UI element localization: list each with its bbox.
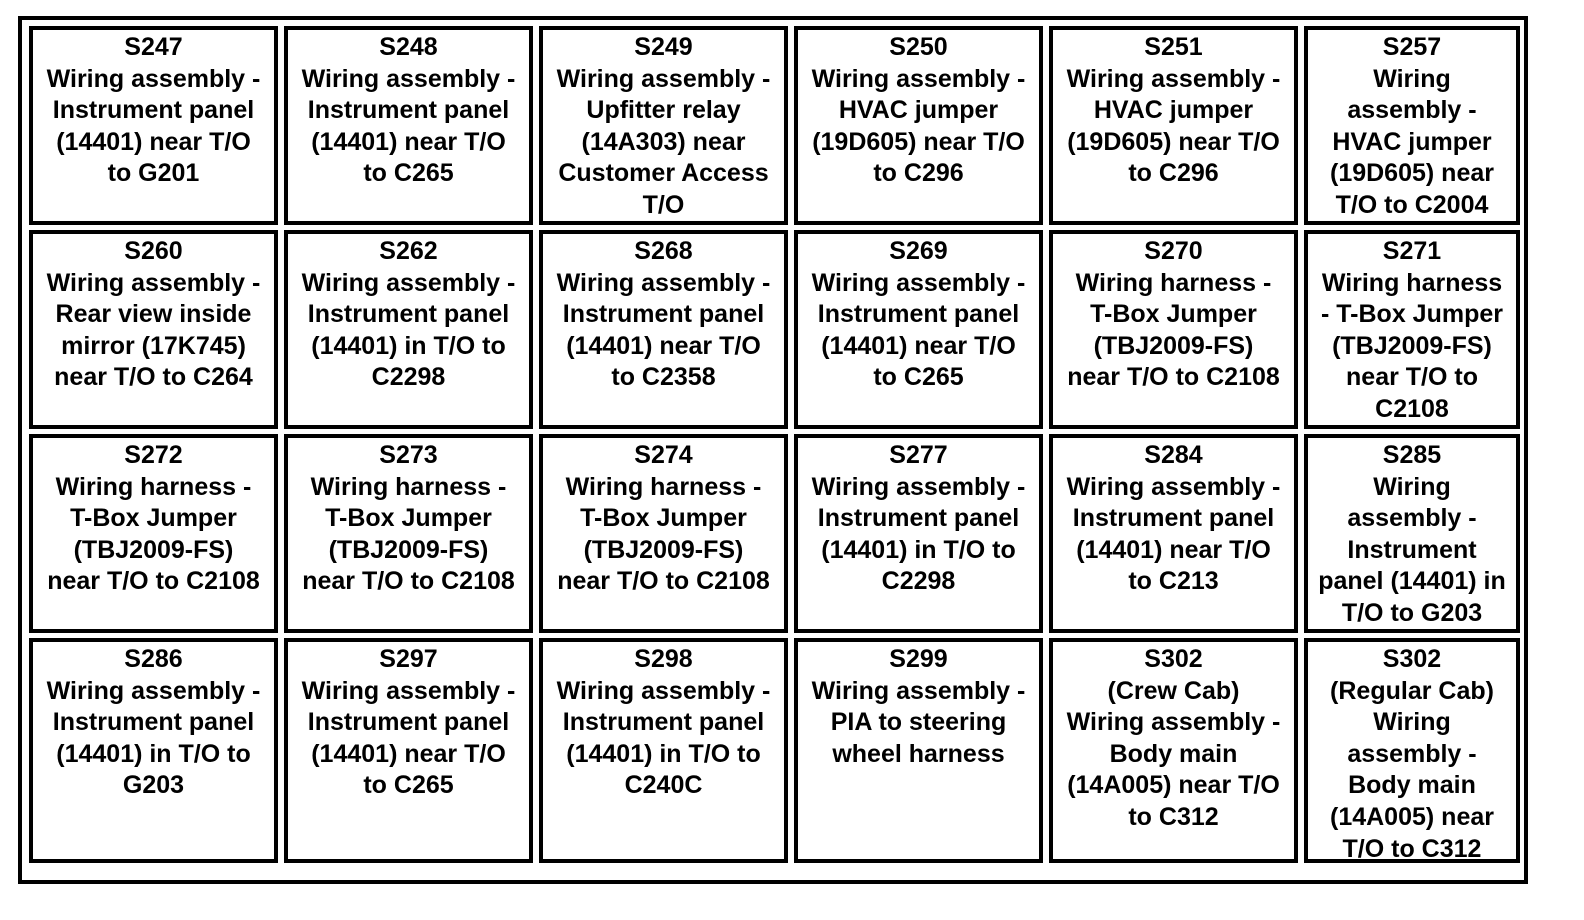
splice-description-line: T/O to G203 — [1341, 598, 1483, 627]
splice-description-line: assembly - — [1347, 739, 1477, 768]
splice-cell-text — [543, 32, 784, 222]
splice-description-line: wheel harness — [832, 739, 1005, 768]
splice-description-line: Wiring assembly - — [301, 268, 516, 297]
splice-description-line: T-Box Jumper — [580, 504, 747, 533]
splice-id: S285 — [1382, 441, 1442, 469]
splice-id: S297 — [379, 645, 438, 673]
splice-cell-text — [543, 236, 784, 394]
splice-cell — [794, 26, 1043, 225]
splice-cell-text — [1308, 32, 1516, 222]
splice-cell-text — [1308, 440, 1516, 630]
splice-description-line: near T/O to C2108 — [47, 567, 260, 596]
splice-description-line: Instrument panel — [817, 300, 1020, 329]
splice-cell — [29, 434, 278, 633]
splice-id: S302 — [1382, 645, 1442, 673]
splice-description-line: Wiring assembly - — [556, 268, 771, 297]
splice-description-line: (TBJ2009-FS) — [328, 535, 489, 564]
splice-description-line: Instrument panel — [52, 708, 255, 737]
splice-description-line: Wiring assembly - — [1066, 708, 1281, 737]
splice-cell — [1049, 638, 1298, 863]
splice-description-line: T/O — [642, 190, 685, 219]
splice-description-line: Instrument panel — [52, 96, 255, 125]
splice-id: S273 — [379, 441, 438, 469]
splice-id: S251 — [1144, 33, 1203, 61]
splice-cell-text — [33, 440, 274, 598]
splice-description-line: near T/O to — [1346, 363, 1478, 392]
splice-description-line: (Crew Cab) — [1107, 676, 1240, 705]
splice-description-line: Upfitter relay — [586, 96, 741, 125]
splice-description-line: Instrument — [1347, 535, 1477, 564]
splice-cell — [794, 230, 1043, 429]
splice-id: S250 — [889, 33, 948, 61]
splice-description-line: Wiring assembly - — [811, 472, 1026, 501]
splice-description-line: Wiring — [1373, 64, 1451, 93]
splice-cell-text — [288, 644, 529, 802]
splice-cell-text — [1053, 440, 1294, 598]
splice-cell — [539, 26, 788, 225]
splice-description-line: Instrument panel — [817, 504, 1020, 533]
splice-description-line: (14A005) near — [1330, 802, 1494, 831]
splice-description-line: C240C — [624, 771, 703, 800]
splice-cell-text — [33, 32, 274, 190]
splice-cell-text — [288, 32, 529, 190]
splice-description-line: (14401) in T/O to — [566, 739, 761, 768]
splice-description-line: C2108 — [1375, 394, 1449, 423]
splice-cell-text — [1053, 644, 1294, 834]
splice-description-line: Wiring harness - — [310, 472, 507, 501]
splice-cell — [794, 638, 1043, 863]
splice-description-line: Wiring assembly - — [46, 64, 261, 93]
splice-description-line: Wiring assembly - — [1066, 472, 1281, 501]
splice-description-line: (14401) near T/O — [311, 739, 506, 768]
splice-description-line: Wiring assembly - — [46, 268, 261, 297]
splice-id: S269 — [889, 237, 948, 265]
splice-description-line: Wiring harness - — [1075, 268, 1272, 297]
splice-description-line: Wiring assembly - — [301, 64, 516, 93]
splice-id: S257 — [1382, 33, 1442, 61]
splice-cell — [1049, 230, 1298, 429]
splice-description-line: Wiring — [1373, 472, 1451, 501]
splice-id: S249 — [634, 33, 693, 61]
splice-description-line: to C312 — [1128, 802, 1219, 831]
splice-cell — [539, 230, 788, 429]
splice-description-line: T-Box Jumper — [1090, 300, 1257, 329]
splice-id: S298 — [634, 645, 693, 673]
splice-description-line: assembly - — [1347, 96, 1477, 125]
splice-id: S248 — [379, 33, 438, 61]
splice-description-line: panel (14401) in — [1318, 567, 1506, 596]
splice-cell — [794, 434, 1043, 633]
splice-description-line: HVAC jumper — [838, 96, 999, 125]
splice-id: S286 — [124, 645, 183, 673]
splice-description-line: Wiring assembly - — [301, 676, 516, 705]
splice-description-line: (14401) near T/O — [311, 127, 506, 156]
splice-description-line: Instrument panel — [307, 708, 510, 737]
splice-description-line: (TBJ2009-FS) — [73, 535, 234, 564]
splice-cell — [284, 230, 533, 429]
splice-description-line: T-Box Jumper — [325, 504, 492, 533]
splice-description-line: to C296 — [873, 159, 964, 188]
splice-description-line: T-Box Jumper — [70, 504, 237, 533]
splice-table-grid — [26, 24, 1520, 876]
splice-cell — [1304, 26, 1520, 225]
splice-description-line: to C213 — [1128, 567, 1219, 596]
splice-description-line: Instrument panel — [562, 708, 765, 737]
splice-cell-text — [1308, 236, 1516, 426]
splice-description-line: HVAC jumper — [1332, 127, 1492, 156]
splice-cell-text — [33, 644, 274, 802]
splice-description-line: to C265 — [363, 159, 454, 188]
splice-description-line: Wiring assembly - — [811, 268, 1026, 297]
splice-description-line: near T/O to C2108 — [1067, 363, 1280, 392]
splice-cell-text — [798, 644, 1039, 770]
splice-cell-text — [543, 440, 784, 598]
splice-description-line: Wiring harness - — [565, 472, 762, 501]
splice-description-line: (14401) in T/O to — [821, 535, 1016, 564]
splice-cell — [29, 26, 278, 225]
splice-cell — [1304, 638, 1520, 863]
splice-cell-text — [798, 236, 1039, 394]
splice-description-line: Wiring assembly - — [811, 676, 1026, 705]
splice-description-line: (14401) near T/O — [1076, 535, 1271, 564]
splice-description-line: Instrument panel — [1072, 504, 1275, 533]
splice-description-line: (TBJ2009-FS) — [1093, 331, 1254, 360]
splice-description-line: to C265 — [873, 363, 964, 392]
splice-cell — [1304, 230, 1520, 429]
splice-description-line: Body main — [1109, 739, 1238, 768]
splice-cell — [284, 26, 533, 225]
splice-id: S302 — [1144, 645, 1203, 673]
splice-description-line: (14401) in T/O to — [56, 739, 251, 768]
splice-table-frame — [18, 16, 1528, 884]
splice-description-line: PIA to steering — [830, 708, 1007, 737]
splice-description-line: Rear view inside — [55, 300, 252, 329]
splice-description-line: (TBJ2009-FS) — [1332, 331, 1492, 360]
splice-cell — [1049, 26, 1298, 225]
splice-description-line: (Regular Cab) — [1330, 676, 1494, 705]
splice-id: S260 — [124, 237, 183, 265]
splice-description-line: C2298 — [371, 363, 446, 392]
splice-cell-text — [1053, 236, 1294, 394]
splice-id: S277 — [889, 441, 948, 469]
splice-cell-text — [798, 440, 1039, 598]
splice-id: S247 — [124, 33, 183, 61]
splice-description-line: HVAC jumper — [1093, 96, 1254, 125]
splice-description-line: (14A303) near — [581, 127, 746, 156]
splice-cell — [539, 434, 788, 633]
splice-description-line: Customer Access — [558, 159, 769, 188]
splice-description-line: Wiring assembly - — [811, 64, 1026, 93]
splice-description-line: near T/O to C264 — [54, 363, 253, 392]
splice-cell — [1304, 434, 1520, 633]
splice-description-line: - T-Box Jumper — [1321, 300, 1503, 329]
splice-description-line: (19D605) near T/O — [1067, 127, 1280, 156]
splice-description-line: T/O to C312 — [1342, 834, 1482, 863]
splice-description-line: Instrument panel — [307, 96, 510, 125]
splice-description-line: (14401) near T/O — [566, 331, 761, 360]
splice-description-line: to C296 — [1128, 159, 1219, 188]
splice-cell — [539, 638, 788, 863]
splice-description-line: (19D605) near — [1330, 159, 1494, 188]
splice-cell-text — [288, 440, 529, 598]
splice-cell — [29, 638, 278, 863]
splice-description-line: Wiring assembly - — [556, 676, 771, 705]
splice-id: S272 — [124, 441, 183, 469]
splice-description-line: Wiring harness - — [55, 472, 252, 501]
splice-id: S268 — [634, 237, 693, 265]
splice-description-line: (14401) in T/O to — [311, 331, 506, 360]
splice-description-line: (19D605) near T/O — [812, 127, 1025, 156]
splice-description-line: Instrument panel — [562, 300, 765, 329]
splice-id: S262 — [379, 237, 438, 265]
splice-id: S270 — [1144, 237, 1203, 265]
splice-description-line: Body main — [1348, 771, 1476, 800]
splice-description-line: Wiring assembly - — [46, 676, 261, 705]
splice-description-line: (14401) near T/O — [56, 127, 251, 156]
splice-description-line: to C2358 — [611, 363, 716, 392]
splice-description-line: C2298 — [881, 567, 956, 596]
splice-description-line: near T/O to C2108 — [557, 567, 770, 596]
splice-description-line: Wiring harness — [1321, 268, 1503, 297]
splice-cell-text — [1308, 644, 1516, 863]
splice-cell-text — [543, 644, 784, 802]
splice-description-line: T/O to C2004 — [1335, 190, 1489, 219]
splice-cell-text — [798, 32, 1039, 190]
splice-cell-text — [1053, 32, 1294, 190]
splice-cell-text — [288, 236, 529, 394]
splice-id: S274 — [634, 441, 693, 469]
splice-id: S299 — [889, 645, 948, 673]
splice-description-line: (TBJ2009-FS) — [583, 535, 744, 564]
splice-cell — [284, 434, 533, 633]
splice-description-line: G203 — [122, 771, 185, 800]
splice-id: S271 — [1382, 237, 1442, 265]
splice-cell — [29, 230, 278, 429]
splice-description-line: (14A005) near T/O — [1067, 771, 1280, 800]
splice-description-line: Wiring assembly - — [1066, 64, 1281, 93]
splice-cell — [1049, 434, 1298, 633]
splice-description-line: to C265 — [363, 771, 454, 800]
splice-description-line: near T/O to C2108 — [302, 567, 515, 596]
splice-description-line: Wiring — [1373, 708, 1451, 737]
splice-description-line: assembly - — [1347, 504, 1477, 533]
splice-description-line: (14401) near T/O — [821, 331, 1016, 360]
splice-cell — [284, 638, 533, 863]
splice-id: S284 — [1144, 441, 1203, 469]
splice-description-line: Instrument panel — [307, 300, 510, 329]
splice-description-line: mirror (17K745) — [61, 331, 246, 360]
splice-description-line: Wiring assembly - — [556, 64, 771, 93]
splice-description-line: to G201 — [107, 159, 200, 188]
splice-cell-text — [33, 236, 274, 394]
